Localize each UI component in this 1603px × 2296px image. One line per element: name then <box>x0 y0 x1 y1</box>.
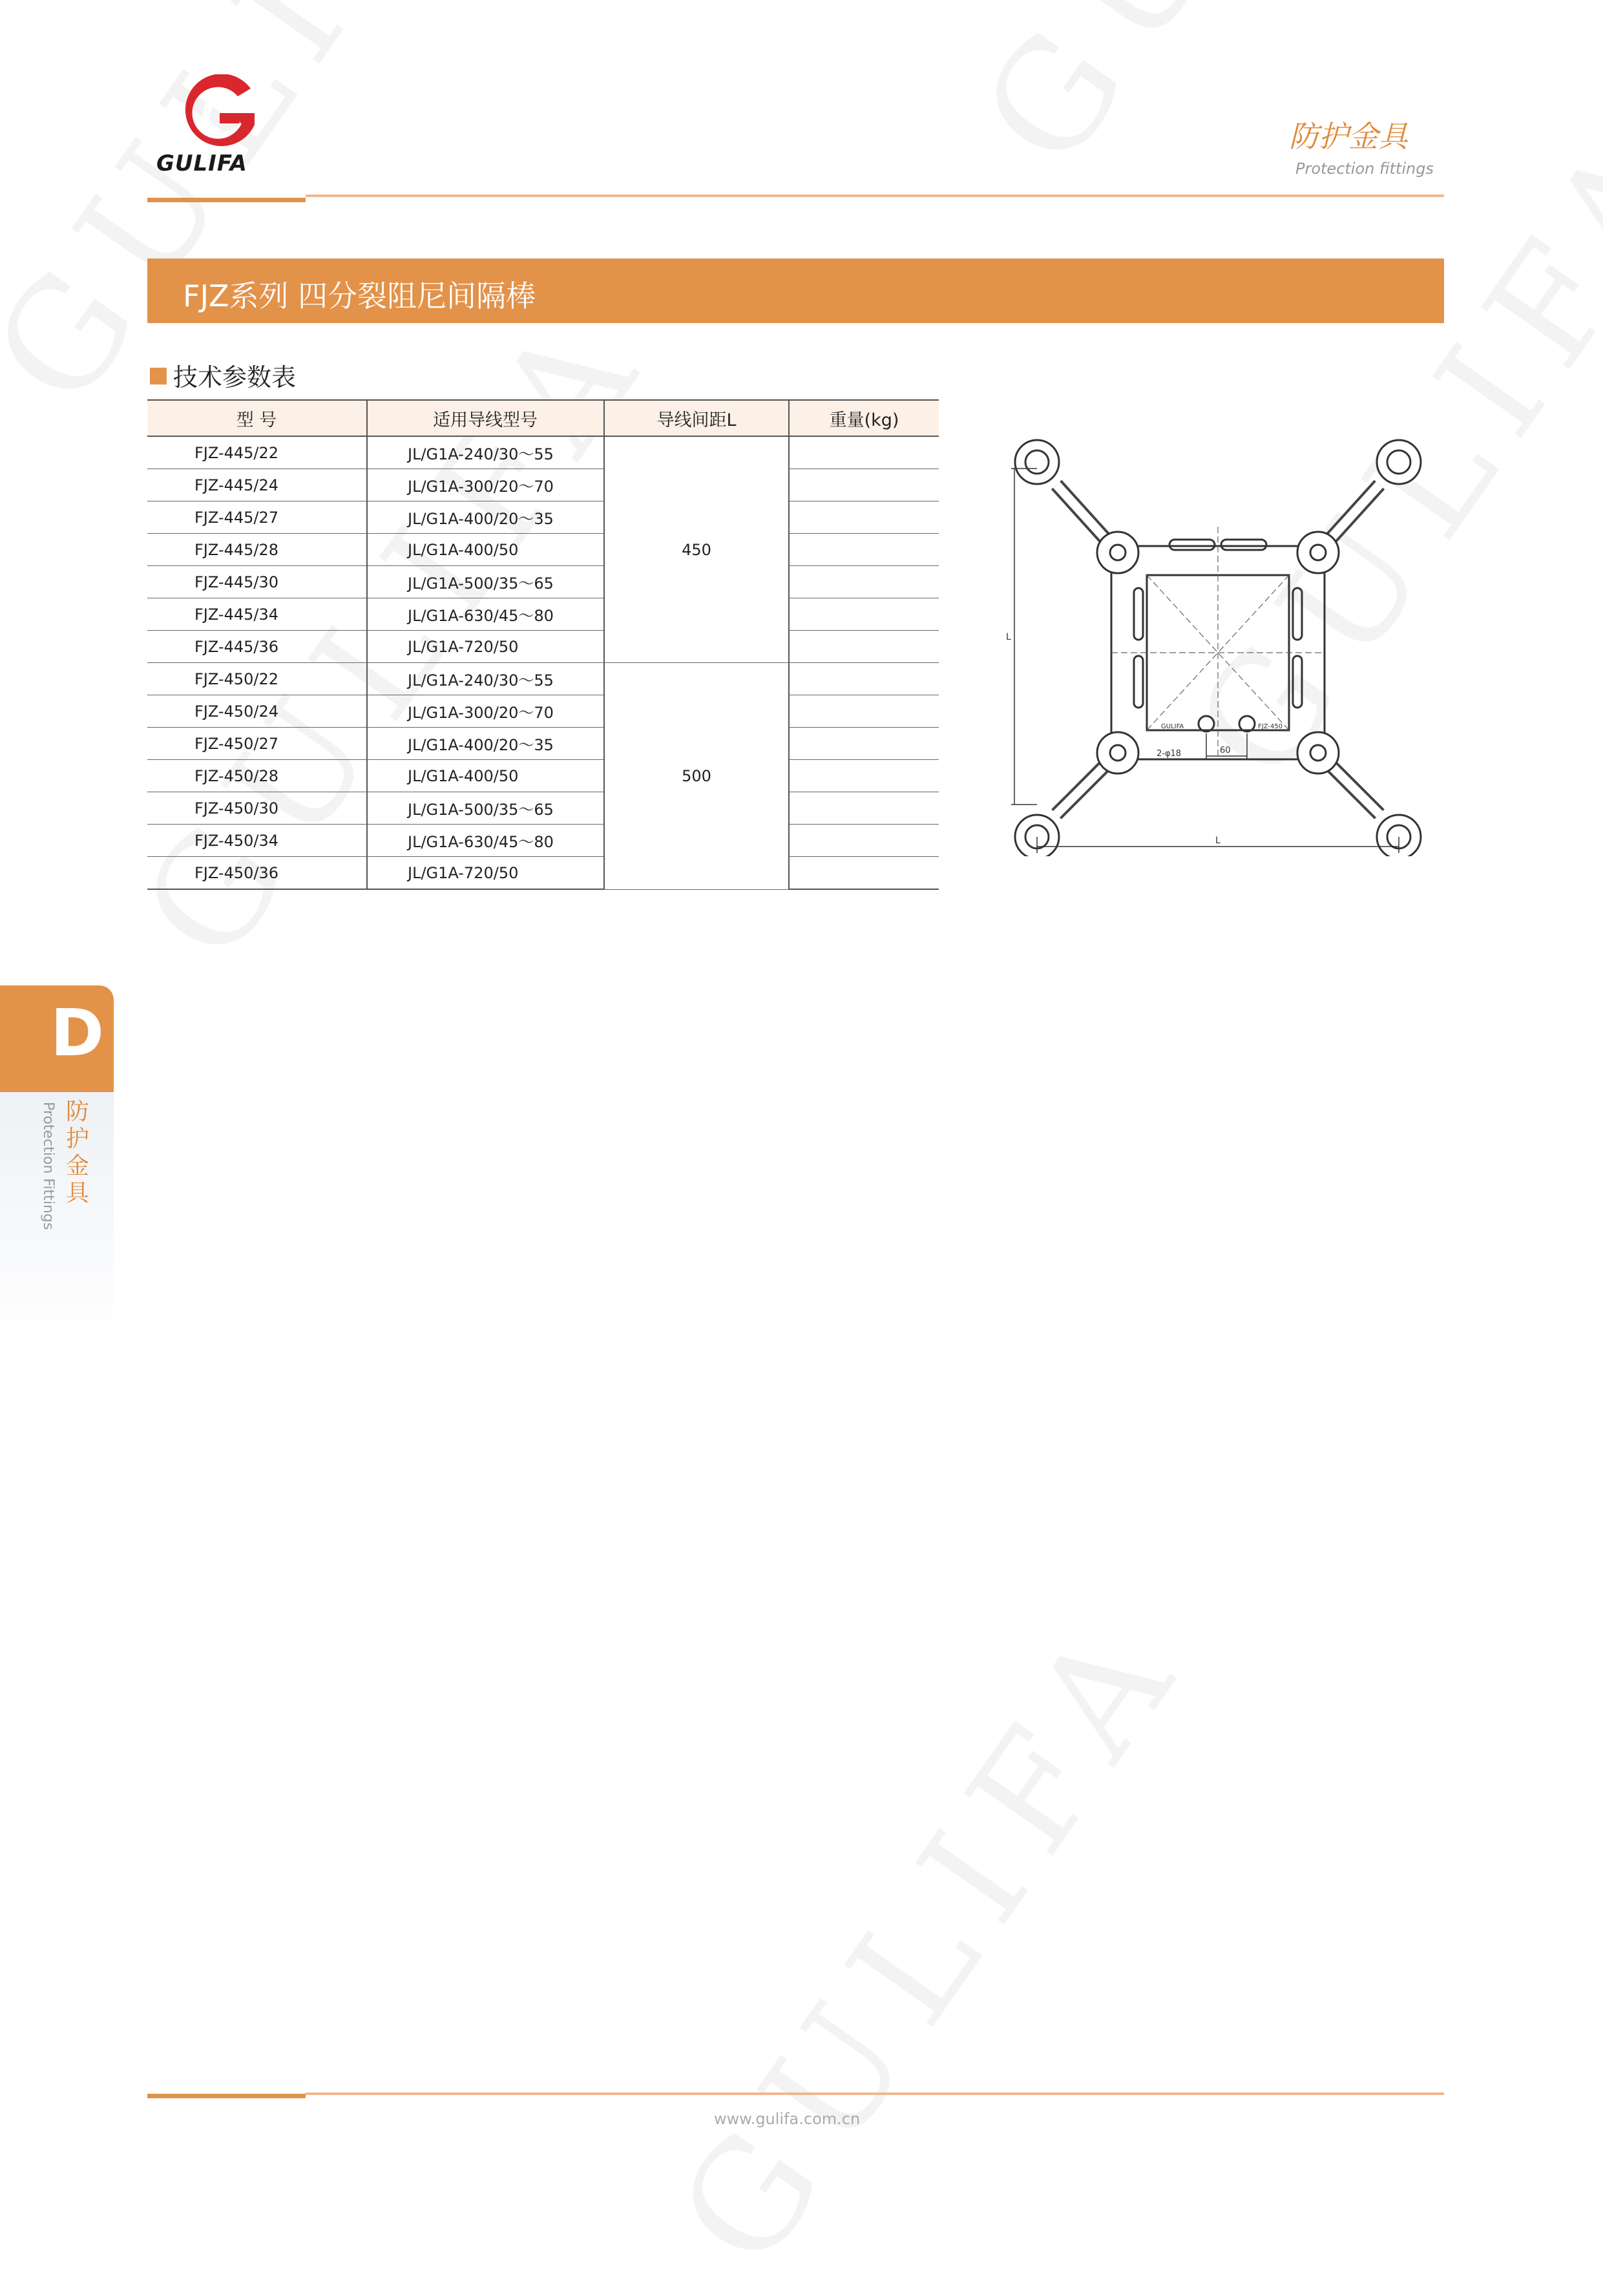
cell-model: FJZ-450/27 <box>147 728 367 760</box>
cell-conductor: JL/G1A-400/50 <box>367 760 604 792</box>
side-tab-header <box>0 985 114 1092</box>
table-row <box>147 663 939 695</box>
joint-bottom-right <box>1297 732 1339 774</box>
cell-conductor: JL/G1A-400/20～35 <box>367 728 604 760</box>
cell-weight <box>789 857 939 890</box>
cell-conductor: JL/G1A-500/35～65 <box>367 792 604 825</box>
header-rule-accent <box>147 198 306 202</box>
col-header-weight: 重量(kg) <box>789 400 939 436</box>
header-rule <box>306 195 1444 197</box>
clamp-top-left <box>1015 440 1059 484</box>
joint-top-left <box>1097 532 1138 573</box>
cell-conductor: JL/G1A-500/35～65 <box>367 566 604 598</box>
banner-title: FJZ系列 四分裂阻尼间隔棒 <box>183 279 536 313</box>
cell-model: FJZ-445/34 <box>147 598 367 631</box>
cell-model: FJZ-445/28 <box>147 534 367 566</box>
cell-model: FJZ-445/30 <box>147 566 367 598</box>
section-title-text: 技术参数表 <box>173 363 297 392</box>
table-row <box>147 792 939 825</box>
cell-model: FJZ-450/28 <box>147 760 367 792</box>
header-title: 防护金具 <box>1289 119 1408 154</box>
watermark <box>950 0 1524 196</box>
table-row <box>147 695 939 728</box>
side-tab-body <box>0 1092 114 1347</box>
cell-spacing: 500 <box>604 663 789 890</box>
section-title <box>150 357 296 393</box>
cell-weight <box>789 663 939 695</box>
cell-weight <box>789 534 939 566</box>
hole-note: 2-φ18 <box>1157 749 1182 759</box>
table-row <box>147 566 939 598</box>
table-row <box>147 857 939 890</box>
cell-weight <box>789 501 939 534</box>
square-bullet-icon <box>150 368 167 384</box>
dim-label-left: L <box>1006 632 1011 642</box>
cell-conductor: JL/G1A-400/20～35 <box>367 501 604 534</box>
cell-model: FJZ-445/24 <box>147 469 367 501</box>
footer-rule <box>306 2092 1444 2095</box>
cell-conductor: JL/G1A-240/30～55 <box>367 436 604 469</box>
clamp-top-right <box>1377 440 1421 484</box>
plate-text: GULIFA <box>1161 723 1184 730</box>
cell-model: FJZ-445/22 <box>147 436 367 469</box>
col-header-conductor: 适用导线型号 <box>367 400 604 436</box>
table-row <box>147 501 939 534</box>
table-row <box>147 825 939 857</box>
table-row <box>147 436 939 469</box>
cell-conductor: JL/G1A-630/45～80 <box>367 598 604 631</box>
logo-mark-icon <box>174 74 265 152</box>
table-row <box>147 728 939 760</box>
dim-label-bottom: L <box>1215 836 1221 846</box>
cell-model: FJZ-450/24 <box>147 695 367 728</box>
table-row <box>147 469 939 501</box>
plate-text-2: FJZ-450 <box>1258 723 1283 730</box>
col-header-spacing: 导线间距L <box>604 400 789 436</box>
cell-weight <box>789 631 939 663</box>
side-tab-cn: 防护金具 <box>66 1099 90 1206</box>
dim-label-60: 60 <box>1220 746 1231 755</box>
table-row <box>147 534 939 566</box>
cell-conductor: JL/G1A-300/20～70 <box>367 469 604 501</box>
cell-weight <box>789 825 939 857</box>
cell-spacing: 450 <box>604 436 789 663</box>
cell-conductor: JL/G1A-630/45～80 <box>367 825 604 857</box>
cell-weight <box>789 469 939 501</box>
table-row <box>147 760 939 792</box>
cell-weight <box>789 728 939 760</box>
cell-model: FJZ-445/36 <box>147 631 367 663</box>
table-row <box>147 598 939 631</box>
cell-weight <box>789 760 939 792</box>
table-header-row <box>147 400 939 436</box>
cell-conductor: JL/G1A-400/50 <box>367 534 604 566</box>
joint-bottom-left <box>1097 732 1138 774</box>
cell-model: FJZ-450/36 <box>147 857 367 890</box>
cell-weight <box>789 792 939 825</box>
series-banner <box>147 258 1444 323</box>
brand-logo <box>155 74 271 176</box>
cell-conductor: JL/G1A-300/20～70 <box>367 695 604 728</box>
cell-model: FJZ-445/27 <box>147 501 367 534</box>
spacer-technical-drawing <box>998 430 1438 856</box>
watermark <box>646 1579 1220 2296</box>
cell-weight <box>789 598 939 631</box>
side-tab-en: Protection Fittings <box>40 1102 56 1230</box>
cell-model: FJZ-450/22 <box>147 663 367 695</box>
header-subtitle: Protection fittings <box>1295 160 1434 178</box>
spec-table <box>147 399 939 890</box>
cell-model: FJZ-450/30 <box>147 792 367 825</box>
footer-url: www.gulifa.com.cn <box>714 2110 861 2128</box>
col-header-model: 型 号 <box>147 400 367 436</box>
brand-name: GULIFA <box>156 151 247 176</box>
cell-weight <box>789 695 939 728</box>
table-row <box>147 631 939 663</box>
joint-top-right <box>1297 532 1339 573</box>
cell-conductor: JL/G1A-720/50 <box>367 631 604 663</box>
side-tab <box>0 985 114 1347</box>
cell-weight <box>789 566 939 598</box>
side-tab-letter: D <box>50 995 105 1071</box>
cell-weight <box>789 436 939 469</box>
cell-model: FJZ-450/34 <box>147 825 367 857</box>
footer-rule-accent <box>147 2094 306 2098</box>
cell-conductor: JL/G1A-240/30～55 <box>367 663 604 695</box>
cell-conductor: JL/G1A-720/50 <box>367 857 604 890</box>
